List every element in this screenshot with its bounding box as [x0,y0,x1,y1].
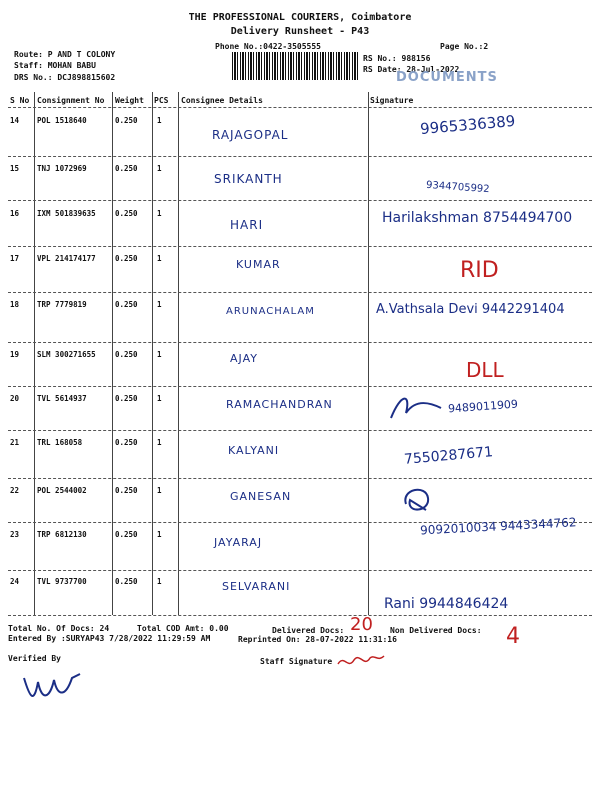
rs-date: RS Date: 28-Jul-2022 [363,65,460,74]
page-number: Page No.:2 [440,42,489,51]
non-delivered-docs-value: 4 [506,624,520,649]
row-consignment: TVL 9737700 [37,577,87,586]
row-weight: 0.250 [115,438,138,447]
column-divider [34,92,35,615]
verified-by-label: Verified By [8,654,61,663]
column-divider [178,92,179,615]
column-divider [368,92,369,615]
row-divider [8,386,592,387]
row-weight: 0.250 [115,486,138,495]
row-sno: 22 [10,486,20,495]
row-pcs: 1 [157,164,162,173]
row-sno: 14 [10,116,20,125]
entered-by: Entered By :SURYAP43 7/28/2022 11:29:59 AM [8,634,211,643]
row-consignee: SRIKANTH [214,172,283,186]
row-weight: 0.250 [115,350,138,359]
row-consignee: ARUNACHALAM [226,306,315,317]
row-consignee: KUMAR [236,258,281,271]
row-pcs: 1 [157,254,162,263]
row-weight: 0.250 [115,209,138,218]
row-sno: 24 [10,577,20,586]
column-divider [112,92,113,615]
row-divider [8,570,592,571]
row-consignee: AJAY [230,352,258,365]
row-weight: 0.250 [115,394,138,403]
row-consignee: SELVARANI [222,580,291,593]
row-consignment: TRP 6812130 [37,530,87,539]
row-consignment: TRL 168058 [37,438,83,447]
runsheet-subtitle: Delivery Runsheet - P43 [230,26,370,37]
row-weight: 0.250 [115,116,138,125]
row-signature: 9092010034 9443344762 [419,515,577,538]
row-pcs: 1 [157,486,162,495]
row-pcs: 1 [157,300,162,309]
col-pcs: PCS [154,96,169,105]
row-sno: 23 [10,530,20,539]
row-consignment: TRP 7779819 [37,300,87,309]
row-sno: 19 [10,350,20,359]
row-weight: 0.250 [115,530,138,539]
staff-label: Staff: MOHAN BABU [14,61,96,70]
row-pcs: 1 [157,577,162,586]
row-pcs: 1 [157,350,162,359]
row-signature: RID [460,258,499,283]
staff-signature-label: Staff Signature [260,657,333,666]
row-signature: 9489011909 [447,397,519,416]
row-consignee: GANESAN [230,490,292,503]
row-sno: 18 [10,300,20,309]
non-delivered-docs-label: Non Delivered Docs: [390,626,482,635]
drs-number: DRS No.: DCJ898815602 [14,73,116,82]
row-divider [8,615,592,616]
row-sno: 17 [10,254,20,263]
col-signature: Signature [370,96,414,105]
row-pcs: 1 [157,209,162,218]
row-sno: 15 [10,164,20,173]
row-consignment: VPL 214174177 [37,254,96,263]
delivered-docs-value: 20 [350,614,373,635]
row-signature: 7550287671 [403,444,494,468]
route-label: Route: P AND T COLONY [14,50,116,59]
total-cod: Total COD Amt: 0.00 [137,624,229,633]
total-docs: Total No. Of Docs: 24 [8,624,110,633]
row-pcs: 1 [157,116,162,125]
phone-number: Phone No.:0422-3505555 [215,42,321,51]
row-signature: Rani 9944846424 [384,596,509,612]
row-consignee: RAJAGOPAL [212,128,289,142]
signature-scribble [396,484,440,518]
row-consignment: TVL 5614937 [37,394,87,403]
row-divider [8,200,592,201]
verified-signature [20,668,90,708]
row-sno: 16 [10,209,20,218]
row-signature: Harilakshman 8754494700 [382,210,573,226]
col-consignee: Consignee Details [181,96,263,105]
row-consignee: RAMACHANDRAN [226,398,333,411]
row-consignee: JAYARAJ [214,536,263,549]
delivered-docs-label: Delivered Docs: [272,626,345,635]
row-consignment: POL 1518640 [37,116,87,125]
row-consignment: SLM 300271655 [37,350,96,359]
row-divider [8,342,592,343]
staff-signature [336,650,386,674]
signature-scribble [386,388,446,428]
row-divider [8,246,592,247]
runsheet-title: THE PROFESSIONAL COURIERS, Coimbatore [188,12,412,23]
col-consignment: Consignment No [37,96,105,105]
row-consignment: POL 2544002 [37,486,87,495]
row-weight: 0.250 [115,254,138,263]
row-divider [8,156,592,157]
row-consignment: TNJ 1072969 [37,164,87,173]
row-divider [8,430,592,431]
row-consignment: IXM 501839635 [37,209,96,218]
col-sno: S No [10,96,30,105]
row-signature: 9344705992 [425,179,490,196]
row-signature: A.Vathsala Devi 9442291404 [376,302,565,317]
reprinted-on: Reprinted On: 28-07-2022 11:31:16 [238,635,397,644]
row-divider [8,478,592,479]
col-weight: Weight [115,96,144,105]
row-pcs: 1 [157,394,162,403]
row-signature: DLL [466,358,504,382]
row-weight: 0.250 [115,164,138,173]
row-consignee: HARI [230,218,264,232]
row-consignee: KALYANI [228,444,280,457]
header-divider [8,107,592,108]
row-divider [8,292,592,293]
row-signature: 9965336389 [419,111,517,139]
row-weight: 0.250 [115,577,138,586]
row-sno: 20 [10,394,20,403]
documents-stamp: DOCUMENTS [396,70,498,85]
row-weight: 0.250 [115,300,138,309]
row-sno: 21 [10,438,20,447]
column-divider [152,92,153,615]
barcode [232,52,360,80]
row-pcs: 1 [157,438,162,447]
rs-number: RS No.: 988156 [363,54,431,63]
row-pcs: 1 [157,530,162,539]
